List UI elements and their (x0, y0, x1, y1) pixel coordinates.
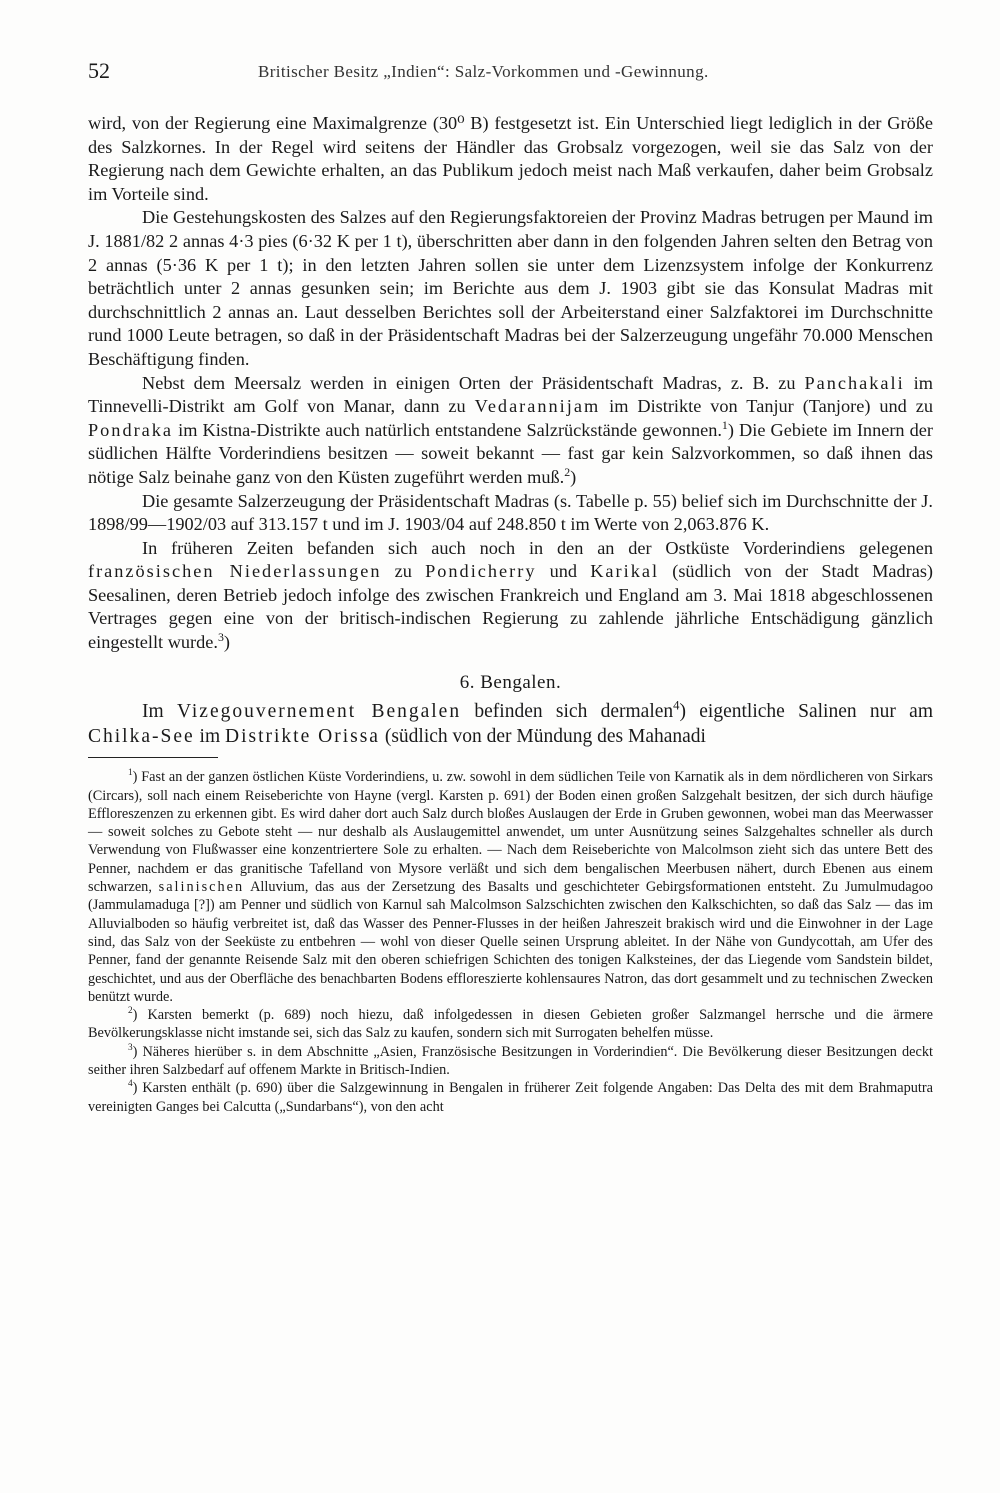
text-segment: im Kistna-Distrikte auch natürlich entstandene Salzrückstände gewonnen. (178, 419, 722, 440)
text-segment: ) (570, 466, 577, 487)
paragraph-6 (88, 700, 933, 749)
footnote-ref-1[interactable]: 1 (721, 417, 728, 432)
emphasized-text: Vizegouvernement Bengalen (176, 701, 462, 723)
text-segment: ) Die Gebiete im Innern der südlichen Hälfte Vorderindiens besitzen — soweit bekannt — fast gar kein Salzvorkommen, so daß ihnen das nötige Salz beinahe ganz von den Küsten zugeführt werden muß. (88, 419, 933, 487)
place-name: Pondicherry (425, 561, 537, 582)
text-segment: ) eigentliche Salinen nur am (679, 701, 933, 723)
text-segment: im Distrikte von Tanjur (Tanjore) und zu (609, 396, 933, 417)
footnote-4 (88, 1079, 933, 1116)
text-segment: Im (142, 701, 164, 723)
text-segment: zu (394, 561, 412, 582)
paragraph-1: wird, von der Regierung eine Maximalgrenze (30⁰ B) festgesetzt ist. Ein Unterschied liegt lediglich in der Größe des Salzkornes. In der Regel wird seitens der Händler das Grobsalz vorgezogen, weil sie das Salz von der Regierung nach dem Gewichte erhalten, an das Publikum jedoch meist nach Maß verkaufen, daher beim Grobsalz im Vorteile sind. (88, 113, 933, 204)
footnote-text: Alluvium, das aus der Zersetzung des Basalts und geschichteter Gebirgsformationen entsteht. Zu Jumulmudagoo (Jammulamaduga [?]) am Penner und südlich von Karnul sah Malcolmson Salzschichten zwischen den Kalkschichten, so daß das Salz — das im Alluvialboden so häufig verbreitet ist, daß das Wasser des Penner-Flusses in der heißen Jahreszeit brakisch wird und die Einwohner in der Lage sind, das Salz von der Seeküste zu entbehren — wohl von dieser Quelle seinen Ursprung ableitet. In der Nähe von Gundycottah, am Ufer des Penner, fand der genannte Reisende Salz mit den oberen schiefrigen Schichten des tonigen Kalksteines, der das Liegende vom Sandstein bildet, geschichtet, und aus der Oberfläche des benachbarten Bodens effloreszierte kohlensaures Natron, das dort gesammelt und zu technischen Zwecken benützt wurde. (88, 879, 933, 1005)
footnote-3 (88, 1043, 933, 1080)
footnote-mark: 3 (128, 1042, 133, 1053)
footnote-ref-4[interactable]: 4 (673, 698, 680, 713)
place-name: Distrikte Orissa (225, 725, 380, 747)
place-name: Vedarannijam (474, 396, 601, 417)
footnote-text: ) Näheres hierüber s. in dem Abschnitte „Asien, Französische Besitzungen in Vorderindien“. Die Bevölkerung dieser Besitzungen deckt seither ihren Salzbedarf auf offenem Markte in Britisch-Indien. (88, 1043, 933, 1078)
place-name: Chilka-See (88, 725, 195, 747)
footnote-text: ) Karsten bemerkt (p. 689) noch hiezu, daß infolgedessen in diesen Gebieten großer Salzmangel herrsche und die ärmere Bevölkerungsklasse nicht imstande sei, sich das Salz zu kaufen, sondern sich mit Surrogaten behelfen müsse. (88, 1007, 933, 1042)
page-number: 52 (88, 58, 110, 83)
paragraph-5 (88, 537, 933, 655)
paragraph-3 (88, 372, 933, 490)
text-segment: im (199, 725, 221, 747)
footnote-2 (88, 1006, 933, 1043)
paragraph-4: Die gesamte Salzerzeugung der Präsidentschaft Madras (s. Tabelle p. 55) belief sich im Durchschnitte der J. 1898/99—1902/03 auf 313.157 t und im J. 1903/04 auf 248.850 t im Werte von 2,063.876 K. (88, 490, 933, 535)
running-title: Britischer Besitz „Indien“: Salz-Vorkommen und -Gewinnung. (258, 62, 709, 81)
text-segment: befinden sich dermalen (474, 701, 674, 723)
text-segment: und (549, 561, 578, 582)
paragraph-2: Die Gestehungskosten des Salzes auf den Regierungsfaktoreien der Provinz Madras betrugen per Maund im J. 1881/82 2 annas 4·3 pies (6·32 K per 1 t), überschritten aber dann in den folgenden Jahren selten den Betrag von 2 annas (5·36 K per 1 t); in den letzten Jahren sollen sie unter dem Lizenzsystem infolge der Konkurrenz beträchtlich unter 2 annas gesunken sein; im Berichte aus dem J. 1903 gibt sie das Konsulat Madras mit durchschnittlich 2 annas an. Laut desselben Berichtes soll der Arbeiterstand einer Salzfaktorei im Durchschnitte rund 1000 Leute betragen, so daß in der Präsidentschaft Madras bei der Salzerzeugung ungefähr 70.000 Menschen Beschäftigung finden. (88, 207, 933, 369)
emphasized-text: französischen Niederlassungen (88, 561, 382, 582)
text-segment: im Tinnevelli-Distrikt am Golf von Manar, dann zu (88, 372, 933, 417)
place-name: Karikal (590, 561, 660, 582)
emphasized-text: salinischen (158, 879, 245, 896)
footnote-text: ) Karsten enthält (p. 690) über die Salzgewinnung in Bengalen in früherer Zeit folgende Angaben: Das Delta des mit dem Brahmaputra vereinigten Ganges bei Calcutta („Sundarbans“), von den acht (88, 1080, 933, 1115)
page-header (88, 58, 926, 88)
footnote-ref-2[interactable]: 2 (564, 464, 571, 479)
footnote-text: ) Fast an der ganzen östlichen Küste Vorderindiens, u. zw. sowohl in dem südlichen Teile von Karnatik als in dem nördlicheren von Sirkars (Circars), soll nach einem Reiseberichte von Hayne (vergl. Karsten p. 691) der Boden einen großen Salzgehalt besitzen, der sich durch häufige Effloreszenzen zu erkennen gibt. Es wird daher dort auch Salz durch bloßes Auslaugen der Erde in Gruben gewonnen, wobei man das Meerwasser — soweit solches zu Gebote steht — nur deshalb als Auslaugemittel anwendet, um unter Ausnützung seines Salzgehaltes schneller als durch Verwendung von Flußwasser eine konzentriertere Sole zu erhalten. — Nach dem Reiseberichte von Malcolmson zieht sich das untere Bett des Penner, nachdem er das granitische Tafelland von Mysore verläßt und sich dem bengalischen Meerbusen nähert, durch Ebenen aus einem schwarzen, (88, 769, 933, 896)
footnote-mark: 4 (128, 1079, 133, 1090)
main-text (88, 112, 933, 1116)
footnote-1 (88, 768, 933, 1006)
place-name: Pondraka (88, 419, 174, 440)
text-segment: ) (223, 632, 230, 653)
footnote-divider (88, 757, 218, 758)
section-title: 6. Bengalen. (459, 671, 562, 693)
footnote-ref-3[interactable]: 3 (217, 629, 224, 644)
footnote-mark: 1 (128, 768, 133, 779)
footnotes (88, 768, 933, 1116)
text-segment: Nebst dem Meersalz werden in einigen Orten der Präsidentschaft Madras, z. B. zu (142, 372, 796, 393)
text-segment: (südlich von der Stadt Madras) Seesalinen, deren Betrieb jedoch infolge des zwischen Frankreich und England am 3. Mai 1818 abgeschlossenen Vertrages gegen eine von der britisch-indischen Regierung zu zahlende jährliche Entschädigung gänzlich eingestellt wurde. (88, 561, 934, 653)
footnote-mark: 2 (128, 1006, 133, 1017)
text-segment: (südlich von der Mündung des Mahanadi (384, 725, 706, 747)
text-segment: In früheren Zeiten befanden sich auch noch in den an der Ostküste Vorderindiens gelegenen (142, 537, 933, 558)
place-name: Panchakali (804, 372, 905, 393)
